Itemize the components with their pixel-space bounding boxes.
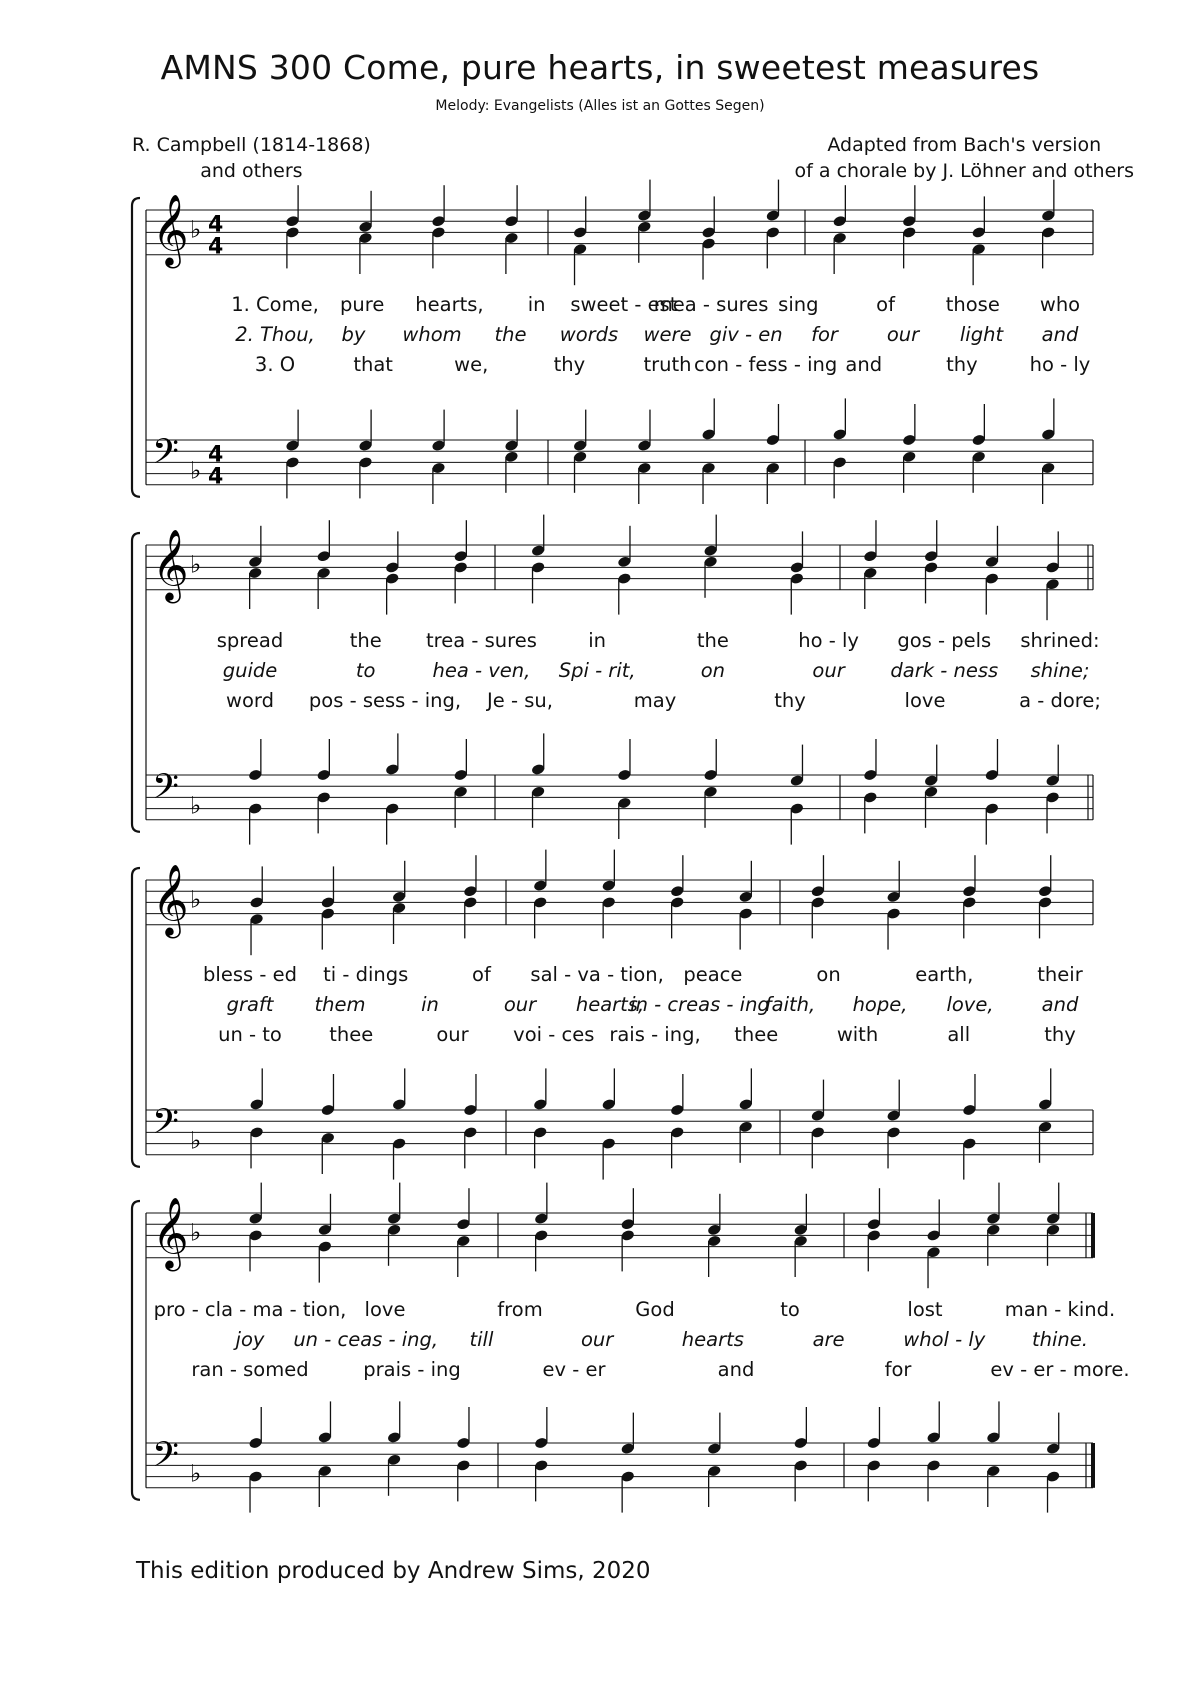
lyric-syllable: sing: [778, 293, 819, 316]
key-signature-flat-icon: ♭: [190, 550, 202, 579]
lyric-syllable: prais - ing: [363, 1358, 461, 1381]
lyric-syllable: hope,: [852, 993, 908, 1016]
lyric-syllable: in: [588, 629, 607, 652]
lyric-syllable: 2. Thou,: [235, 323, 315, 346]
lyric-syllable: man - kind.: [1004, 1298, 1116, 1321]
bass-clef-icon: 𝄢: [152, 431, 180, 481]
lyric-syllable: whol - ly: [903, 1328, 986, 1351]
lyric-syllable: lost: [907, 1298, 943, 1321]
lyric-syllable: them: [314, 993, 366, 1016]
lyric-syllable: in: [421, 993, 439, 1016]
lyric-syllable: ev - er - more.: [990, 1358, 1130, 1381]
lyric-syllable: a - dore;: [1019, 689, 1101, 712]
system-brace: [132, 198, 140, 497]
lyric-syllable: for: [811, 323, 838, 346]
lyric-syllable: ti - dings: [323, 963, 409, 986]
lyric-syllable: rais - ing,: [609, 1023, 701, 1046]
lyric-syllable: our: [436, 1023, 469, 1046]
system-brace: [132, 1201, 140, 1500]
lyric-syllable: the: [349, 629, 382, 652]
lyric-syllable: bless - ed: [203, 963, 297, 986]
lyric-syllable: ran - somed: [191, 1358, 309, 1381]
lyric-syllable: and: [1041, 993, 1079, 1016]
lyric-syllable: our: [886, 323, 920, 346]
key-signature-flat-icon: ♭: [190, 885, 202, 914]
treble-clef-icon: 𝄞: [152, 862, 189, 936]
lyric-syllable: love: [364, 1298, 406, 1321]
lyric-syllable: to: [780, 1298, 800, 1321]
lyric-syllable: of: [876, 293, 895, 316]
lyric-syllable: our: [812, 659, 845, 682]
lyric-syllable: 1. Come,: [231, 293, 319, 316]
lyric-syllable: were: [643, 323, 692, 346]
lyric-syllable: whom: [402, 323, 462, 346]
lyric-syllable: hearts,: [575, 993, 645, 1016]
lyric-syllable: in - creas - ing: [630, 993, 770, 1016]
lyric-syllable: gos - pels: [897, 629, 992, 652]
melody-subtitle: Melody: Evangelists (Alles ist an Gottes Segen): [435, 98, 765, 114]
lyric-syllable: that: [353, 353, 393, 376]
bass-clef-icon: 𝄢: [152, 1434, 180, 1484]
lyric-syllable: sweet - est: [570, 293, 678, 316]
lyric-syllable: earth,: [915, 963, 974, 986]
treble-clef-icon: 𝄞: [152, 1195, 189, 1269]
lyric-syllable: un - to: [218, 1023, 282, 1046]
lyric-syllable: God: [635, 1298, 675, 1321]
treble-clef-icon: 𝄞: [152, 527, 189, 601]
lyric-syllable: may: [633, 689, 677, 712]
lyric-syllable: shine;: [1030, 659, 1090, 682]
key-signature-flat-icon: ♭: [190, 1218, 202, 1247]
lyric-syllable: thy: [553, 353, 586, 376]
lyric-syllable: with: [836, 1023, 879, 1046]
key-signature-flat-icon: ♭: [190, 1459, 202, 1488]
words-credit-line-2: and others: [200, 160, 303, 182]
lyric-syllable: ev - er: [542, 1358, 606, 1381]
lyric-syllable: of: [472, 963, 491, 986]
words-credit-line-1: R. Campbell (1814-1868): [132, 134, 371, 156]
music-credit-line-2: of a chorale by J. Löhner and others: [794, 160, 1134, 182]
lyric-syllable: hearts: [681, 1328, 744, 1351]
lyric-syllable: our: [580, 1328, 614, 1351]
lyric-syllable: thy: [1044, 1023, 1076, 1046]
lyric-syllable: ho - ly: [1029, 353, 1091, 376]
lyric-syllable: hea - ven,: [432, 659, 531, 682]
lyric-syllable: those: [945, 293, 1000, 316]
lyric-syllable: shrined:: [1020, 629, 1100, 652]
lyric-syllable: light: [959, 323, 1004, 346]
lyric-syllable: Spi - rit,: [558, 659, 636, 682]
lyric-syllable: spread: [216, 629, 284, 652]
lyric-syllable: who: [1039, 293, 1081, 316]
music-credit-line-1: Adapted from Bach's version: [827, 134, 1102, 156]
system-brace: [132, 533, 140, 832]
hymn-title: AMNS 300 Come, pure hearts, in sweetest measures: [160, 48, 1040, 87]
key-signature-flat-icon: ♭: [190, 215, 202, 244]
bass-clef-icon: 𝄢: [152, 1101, 180, 1151]
lyric-syllable: are: [812, 1328, 845, 1351]
lyric-syllable: all: [947, 1023, 971, 1046]
lyric-syllable: from: [497, 1298, 543, 1321]
lyric-syllable: love,: [946, 993, 994, 1016]
lyric-syllable: Je - su,: [487, 689, 553, 712]
lyric-syllable: graft: [226, 993, 274, 1016]
lyric-syllable: and: [845, 353, 883, 376]
lyric-syllable: the: [696, 629, 729, 652]
lyric-syllable: trea - sures: [425, 629, 537, 652]
lyric-syllable: and: [717, 1358, 755, 1381]
lyric-syllable: pure: [340, 293, 385, 316]
lyric-syllable: pos - sess - ing,: [308, 689, 462, 712]
lyric-syllable: thy: [774, 689, 806, 712]
lyric-syllable: we,: [454, 353, 489, 376]
lyric-syllable: their: [1037, 963, 1083, 986]
lyric-syllable: in: [527, 293, 546, 316]
lyric-syllable: and: [1041, 323, 1079, 346]
treble-time-signature-numerator: 4: [208, 212, 224, 238]
edition-credit: This edition produced by Andrew Sims, 2020: [136, 1558, 651, 1584]
lyric-syllable: the: [494, 323, 527, 346]
lyric-syllable: voi - ces: [513, 1023, 595, 1046]
lyric-syllable: to: [355, 659, 376, 682]
bass-time-signature-denominator: 4: [208, 464, 224, 490]
lyric-syllable: 3. O: [254, 353, 296, 376]
treble-clef-icon: 𝄞: [152, 192, 189, 266]
lyric-syllable: for: [884, 1358, 912, 1381]
bass-time-signature-numerator: 4: [208, 442, 224, 468]
lyric-syllable: faith,: [764, 993, 816, 1016]
lyric-syllable: love: [904, 689, 946, 712]
lyric-syllable: hearts,: [415, 293, 484, 316]
lyric-syllable: dark - ness: [890, 659, 999, 682]
lyric-syllable: truth: [643, 353, 692, 376]
lyric-syllable: thee: [329, 1023, 374, 1046]
lyric-syllable: joy: [235, 1328, 265, 1351]
lyric-syllable: mea - sures: [653, 293, 769, 316]
lyric-syllable: on: [816, 963, 841, 986]
lyric-syllable: giv - en: [709, 323, 783, 346]
lyric-syllable: guide: [222, 659, 278, 682]
bass-clef-icon: 𝄢: [152, 766, 180, 816]
key-signature-flat-icon: ♭: [190, 791, 202, 820]
lyric-syllable: thine.: [1032, 1328, 1088, 1351]
key-signature-flat-icon: ♭: [190, 1126, 202, 1155]
lyric-syllable: sal - va - tion,: [530, 963, 664, 986]
lyric-syllable: un - ceas - ing,: [293, 1328, 439, 1351]
lyric-syllable: peace: [683, 963, 743, 986]
lyric-syllable: words: [559, 323, 619, 346]
key-signature-flat-icon: ♭: [190, 456, 202, 485]
system-brace: [132, 868, 140, 1167]
lyric-syllable: ho - ly: [798, 629, 859, 652]
lyric-syllable: by: [341, 323, 366, 346]
lyric-syllable: on: [700, 659, 725, 682]
lyric-syllable: thee: [734, 1023, 779, 1046]
lyric-syllable: con - fess - ing: [694, 353, 838, 376]
lyric-syllable: word: [226, 689, 274, 712]
lyric-syllable: thy: [946, 353, 978, 376]
lyric-syllable: till: [469, 1328, 494, 1351]
lyric-syllable: our: [503, 993, 537, 1016]
lyric-syllable: pro - cla - ma - tion,: [153, 1298, 347, 1321]
treble-time-signature-denominator: 4: [208, 234, 224, 260]
